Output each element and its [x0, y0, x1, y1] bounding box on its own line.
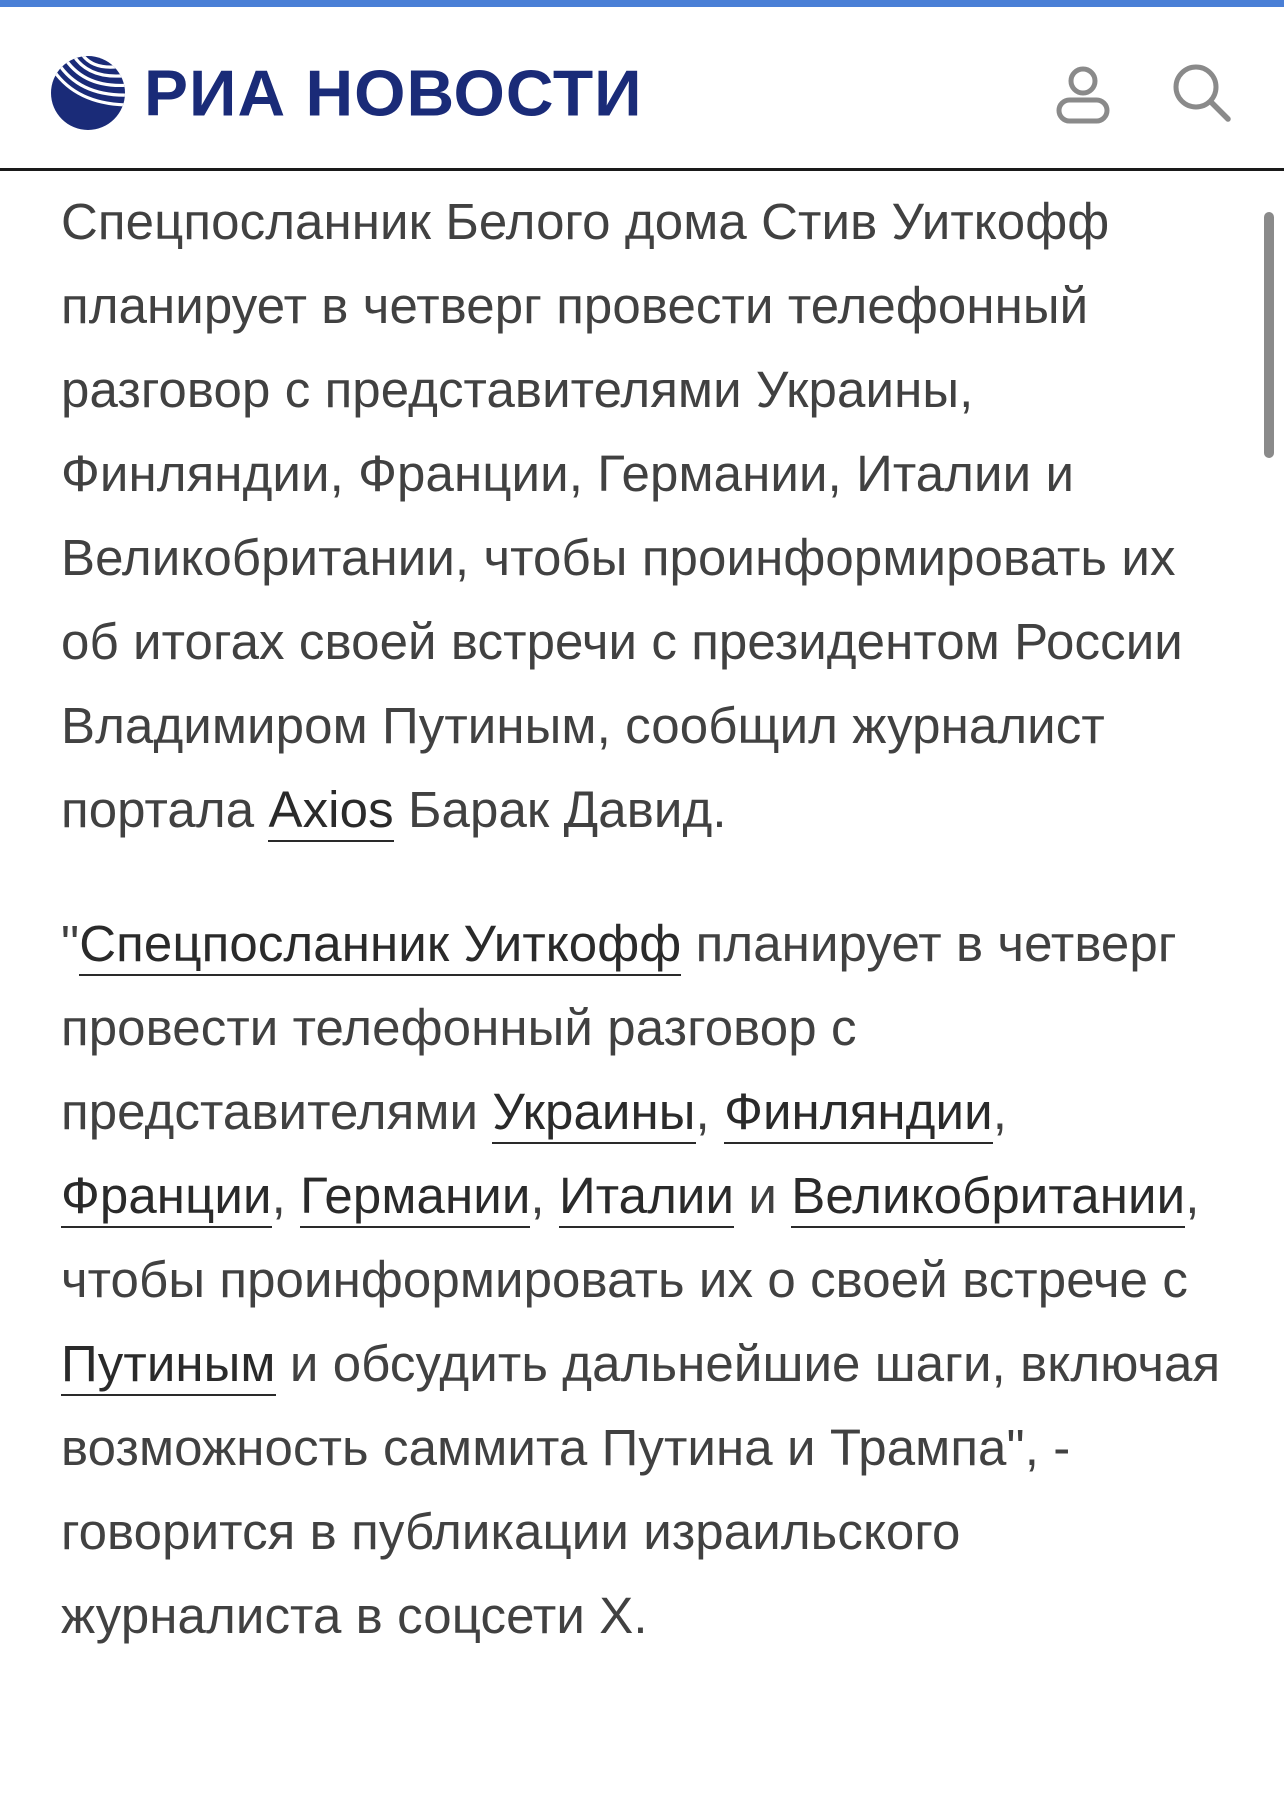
article-paragraph-1: [61, 180, 1241, 852]
quote-mark: ": [61, 915, 80, 972]
link-italy[interactable]: Италии: [559, 1167, 734, 1228]
scrollbar-thumb[interactable]: [1264, 212, 1274, 458]
paragraph-text: Барак Давид.: [393, 781, 727, 838]
site-header: [0, 7, 1284, 171]
link-putin[interactable]: Путиным: [61, 1335, 276, 1396]
comma: ,: [530, 1167, 559, 1224]
link-france[interactable]: Франции: [61, 1167, 272, 1228]
paragraph-text: и: [734, 1167, 792, 1224]
comma: ,: [271, 1167, 301, 1224]
link-great-britain[interactable]: Великобритании: [791, 1167, 1185, 1228]
paragraph-text: планирует в четверг провести телефонный разговор с представителями: [61, 915, 1177, 1140]
comma: ,: [992, 1083, 1007, 1140]
paragraph-text: Спецпосланник Белого дома Стив Уиткофф планирует в четверг провести телефонный разговор с представителями Украины, Финляндии, Франции, Германии, Италии и Великобритании, чтобы проинформировать их об итогах своей встречи с президентом России Владимиром Путиным, сообщил журналист портала: [61, 193, 1183, 838]
article-paragraph-2: [61, 902, 1241, 1658]
link-witkoff[interactable]: Спецпосланник Уиткофф: [79, 915, 681, 976]
link-finland[interactable]: Финляндии: [724, 1083, 993, 1144]
search-icon[interactable]: [1168, 59, 1238, 129]
logo-text: РИА НОВОСТИ: [144, 56, 643, 130]
ria-novosti-logo[interactable]: [50, 55, 643, 131]
user-icon[interactable]: [1048, 59, 1118, 129]
link-axios[interactable]: Axios: [268, 781, 393, 842]
link-germany[interactable]: Германии: [300, 1167, 530, 1228]
globe-logo-icon: [50, 55, 126, 131]
top-accent-bar: [0, 0, 1284, 7]
paragraph-text: и обсудить дальнейшие шаги, включая возможность саммита Путина и Трампа", - говорится в публикации израильского журналиста в соцсети X.: [61, 1335, 1221, 1644]
link-ukraine[interactable]: Украины: [492, 1083, 695, 1144]
article-body: [61, 180, 1241, 1658]
paragraph-text: , чтобы проинформировать их о своей встрече с: [61, 1167, 1200, 1308]
comma: ,: [695, 1083, 725, 1140]
